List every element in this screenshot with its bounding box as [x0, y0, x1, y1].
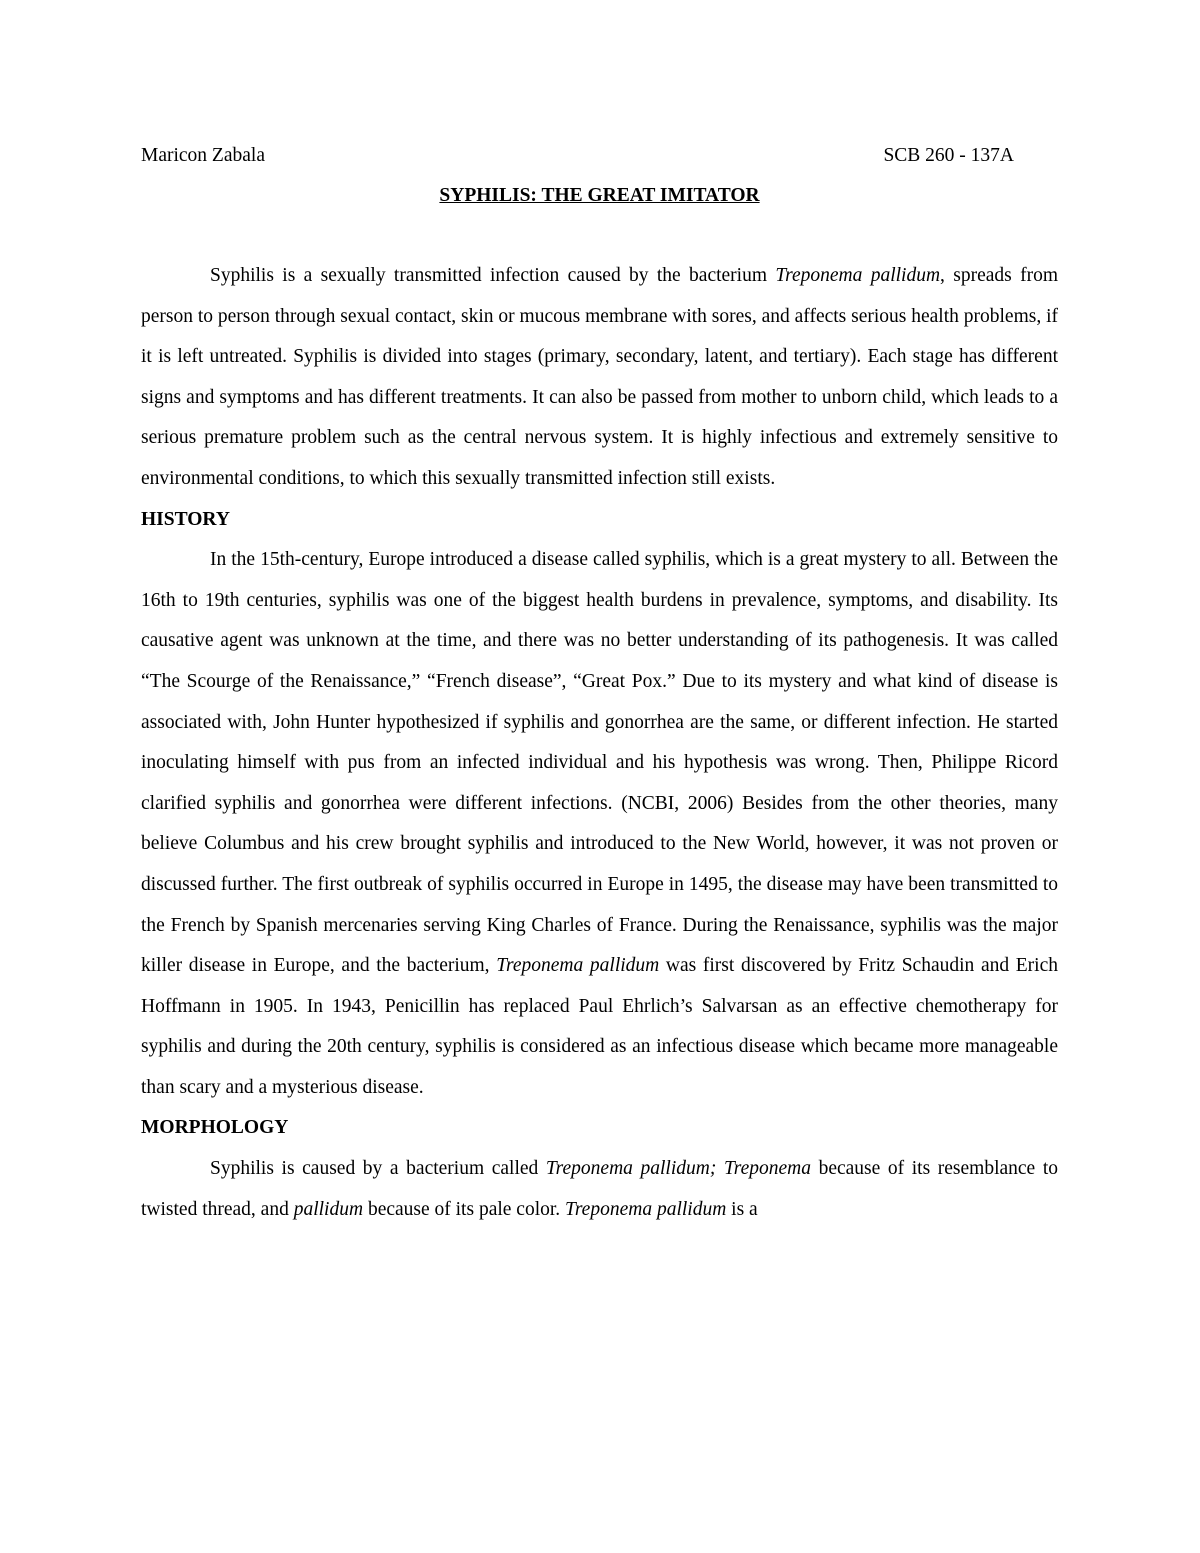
morphology-text-3: because of its pale color. [363, 1198, 566, 1220]
document-header [141, 136, 1058, 176]
intro-text-2: , spreads from person to person through sexual contact, skin or mucous membrane with sores, and affects serious health problems, if it is left untreated. Syphilis is divided into stages (primary, secondary, latent, and tertiary). Each stage has different signs and symptoms and has different treatments. It can also be passed from mother to unborn child, which leads to a serious premature problem such as the central nervous system. It is highly infectious and extremely sensitive to environmental conditions, to which this sexually transmitted infection still exists. [141, 265, 1059, 489]
morphology-heading: MORPHOLOGY [141, 1117, 289, 1139]
morphology-species-name-1: Treponema pallidum; Treponema [545, 1158, 811, 1180]
course-code: SCB 260 - 137A [883, 145, 1014, 166]
intro-text-1: Syphilis is a sexually transmitted infection caused by the bacterium [210, 265, 776, 286]
morphology-species-term: pallidum [293, 1198, 364, 1220]
history-heading: HISTORY [141, 508, 230, 530]
morphology-paragraph [141, 1149, 1058, 1230]
history-paragraph [141, 540, 1058, 1108]
author-name: Maricon Zabala [141, 145, 265, 166]
intro-species-name: Treponema pallidum [775, 265, 941, 286]
morphology-text-2: because of its resemblance to twisted thread, and [141, 1158, 1058, 1220]
morphology-text-1: Syphilis is caused by a bacterium called [210, 1158, 546, 1180]
morphology-species-name-2: Treponema pallidum [565, 1198, 727, 1220]
document-page [141, 136, 1058, 1230]
morphology-text-4: is a [726, 1198, 758, 1220]
intro-paragraph [141, 256, 1058, 500]
history-species-name: Treponema pallidum [496, 955, 660, 977]
history-text-2: was first discovered by Fritz Schaudin and Erich Hoffmann in 1905. In 1943, Penicillin has replaced Paul Ehrlich’s Salvarsan as an effective chemotherapy for syphilis and during the 20th century, syphilis is considered as an infectious disease which became more manageable than scary and a mysterious disease. [141, 955, 1058, 1098]
history-text-1: In the 15th-century, Europe introduced a disease called syphilis, which is a great mystery to all. Between the 16th to 19th centuries, syphilis was one of the biggest health burdens in prevalence, symptoms, and disability. Its causative agent was unknown at the time, and there was no better understanding of its pathogenesis. It was called “The Scourge of the Renaissance,” “French disease”, “Great Pox.” Due to its mystery and what kind of disease is associated with, John Hunter hypothesized if syphilis and gonorrhea are the same, or different infection. He started inoculating himself with pus from an infected individual and his hypothesis was wrong. Then, Philippe Ricord clarified syphilis and gonorrhea were different infections. (NCBI, 2006) Besides from the other theories, many believe Columbus and his crew brought syphilis and introduced to the New World, however, it was not proven or discussed further. The first outbreak of syphilis occurred in Europe in 1495, the disease may have been transmitted to the French by Spanish mercenaries serving King Charles of France. During the Renaissance, syphilis was the major killer disease in Europe, and the bacterium, [141, 549, 1058, 977]
document-title: SYPHILIS: THE GREAT IMITATOR [439, 185, 760, 206]
